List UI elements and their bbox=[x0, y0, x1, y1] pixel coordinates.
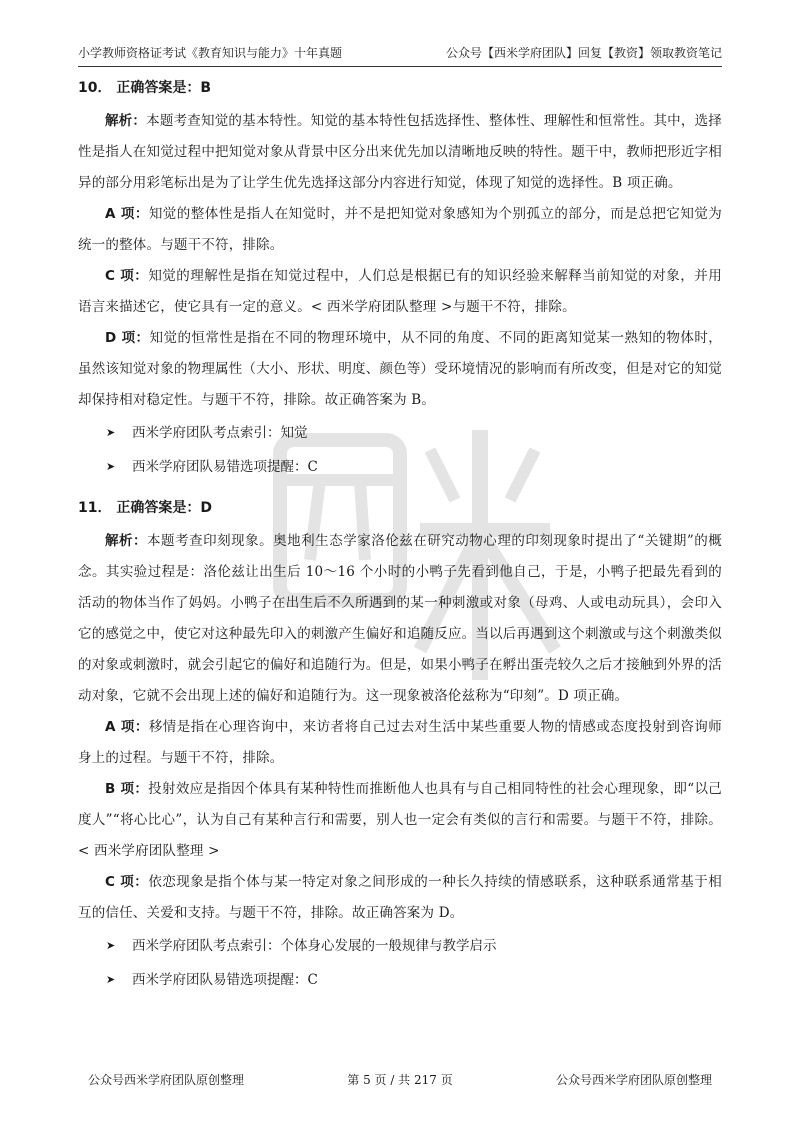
analysis-paragraph bbox=[78, 526, 722, 712]
bullet-text: 西米学府团队易错选项提醒：C bbox=[132, 459, 318, 475]
paragraph-lead: D 项： bbox=[105, 330, 150, 346]
page-header bbox=[78, 44, 722, 67]
paragraph-text: 移情是指在心理咨询中，来访者将自己过去对生活中某些重要人物的情感或态度投射到咨询师身上的过程。与题干不符，排除。 bbox=[78, 719, 722, 766]
paragraph-text: 依恋现象是指个体与某一特定对象之间形成的一种长久持续的情感联系，这种联系通常基于相互的信任、关爱和支持。与题干不符，排除。故正确答案为 D。 bbox=[78, 874, 722, 921]
bullet-text: 西米学府团队考点索引：知觉 bbox=[132, 425, 308, 441]
page-footer bbox=[78, 1070, 722, 1090]
page-number: 第 5 页 / 共 217 页 bbox=[347, 1073, 453, 1087]
paragraph-lead: C 项： bbox=[105, 874, 149, 890]
paragraph-lead: A 项： bbox=[105, 206, 149, 222]
paragraph-lead: 解析： bbox=[105, 533, 148, 549]
option-a-paragraph bbox=[78, 712, 722, 774]
arrow-bullet-icon: ➤ bbox=[106, 426, 116, 439]
bullet-item bbox=[78, 963, 722, 997]
option-a-paragraph bbox=[78, 199, 722, 261]
arrow-bullet-icon: ➤ bbox=[106, 460, 116, 473]
answer-heading: 11． 正确答案是：D bbox=[78, 500, 212, 516]
option-b-paragraph bbox=[78, 774, 722, 867]
paragraph-text: 知觉的整体性是指人在知觉时，并不是把知觉对象感知为个别孤立的部分，而是总把它知觉为统一的整体。与题干不符，排除。 bbox=[78, 206, 722, 253]
footer-credit-left: 公众号西米学府团队原创整理 bbox=[88, 1073, 245, 1087]
answer-heading: 10． 正确答案是：B bbox=[78, 80, 212, 96]
footer-credit-right: 公众号西米学府团队原创整理 bbox=[555, 1073, 712, 1087]
arrow-bullet-icon: ➤ bbox=[106, 939, 116, 952]
bullet-item bbox=[78, 450, 722, 484]
question-11 bbox=[78, 498, 722, 997]
paragraph-text: 投射效应是指因个体具有某种特性而推断他人也具有与自己相同特性的社会心理现象，即“以己度人”“将心比心”，认为自己有某种言行和需要，别人也一定会有类似的言行和需要。与题干不符，排除。< 西米学府团队整理 > bbox=[78, 781, 722, 859]
paragraph-lead: A 项： bbox=[105, 719, 149, 735]
paragraph-text: 知觉的理解性是指在知觉过程中，人们总是根据已有的知识经验来解释当前知觉的对象，并用语言来描述它，使它具有一定的意义。< 西米学府团队整理 >与题干不符，排除。 bbox=[78, 268, 722, 315]
option-c-paragraph bbox=[78, 261, 722, 323]
header-title: 小学教师资格证考试《教育知识与能力》十年真题 bbox=[78, 46, 343, 60]
paragraph-text: 本题考查印刻现象。奥地利生态学家洛伦兹在研究动物心理的印刻现象时提出了“关键期”的概念。其实验过程是：洛伦兹让出生后 10～16 个小时的小鸭子先看到他自己，于是，小鸭子把最先看到的活动的物体当作了妈妈。小鸭子在出生后不久所遇到的某一种刺激或对象（母鸡、人或电动玩具），会印入它的感觉之中，使它对这种最先印入的刺激产生偏好和追随反应。当以后再遇到这个刺激或与这个刺激类似的对象或刺激时，就会引起它的偏好和追随行为。但是，如果小鸭子在孵出蛋壳较久之后才接触到外界的活动对象，它就不会出现上述的偏好和追随行为。这一现象被洛伦兹称为“印刻”。D 项正确。 bbox=[78, 533, 723, 704]
paragraph-lead: C 项： bbox=[105, 268, 149, 284]
header-promo: 公众号【西米学府团队】回复【教资】领取教资笔记 bbox=[445, 46, 722, 60]
bullet-text: 西米学府团队考点索引：个体身心发展的一般规律与教学启示 bbox=[132, 938, 497, 954]
bullet-item bbox=[78, 929, 722, 963]
bullet-item bbox=[78, 416, 722, 450]
arrow-bullet-icon: ➤ bbox=[106, 973, 116, 986]
page-content bbox=[78, 78, 722, 997]
paragraph-text: 知觉的恒常性是指在不同的物理环境中，从不同的角度、不同的距离知觉某一熟知的物体时，虽然该知觉对象的物理属性（大小、形状、明度、颜色等）受环境情况的影响而有所改变，但是对它的知觉却保持相对稳定性。与题干不符，排除。故正确答案为 B。 bbox=[78, 330, 722, 408]
option-d-paragraph bbox=[78, 323, 722, 416]
question-10 bbox=[78, 78, 722, 484]
bullet-text: 西米学府团队易错选项提醒：C bbox=[132, 972, 318, 988]
paragraph-lead: 解析： bbox=[105, 113, 147, 129]
analysis-paragraph bbox=[78, 106, 722, 199]
paragraph-text: 本题考查知觉的基本特性。知觉的基本特性包括选择性、整体性、理解性和恒常性。其中，选择性是指人在知觉过程中把知觉对象从背景中区分出来优先加以清晰地反映的特性。题干中，教师把形近字相异的部分用彩笔标出是为了让学生优先选择这部分内容进行知觉，体现了知觉的选择性。B 项正确。 bbox=[78, 113, 722, 191]
option-c-paragraph bbox=[78, 867, 722, 929]
paragraph-lead: B 项： bbox=[105, 781, 149, 797]
